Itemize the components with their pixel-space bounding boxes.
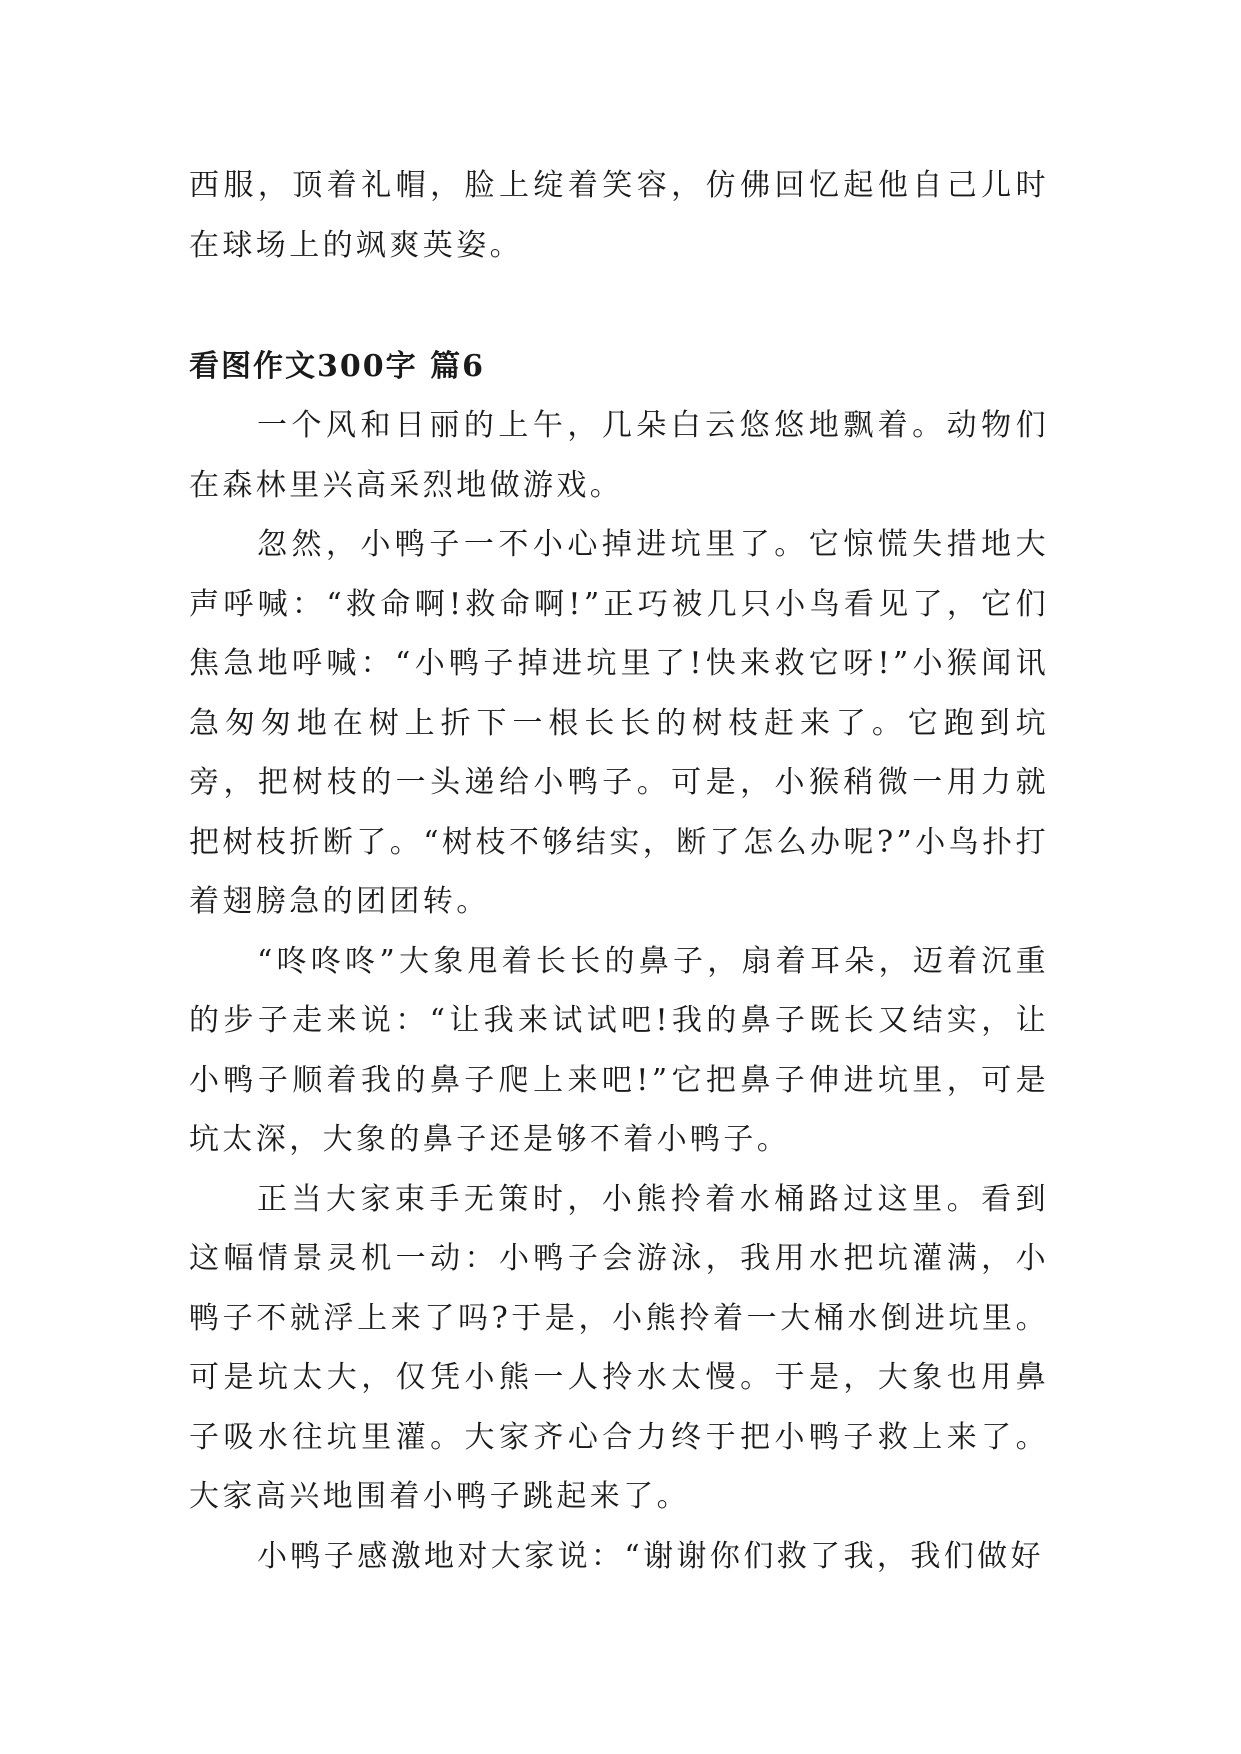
essay-paragraph: 正当大家束手无策时，小熊拎着水桶路过这里。看到这幅情景灵机一动：小鸭子会游泳，我用水把坑灌满，小鸭子不就浮上来了吗?于是，小熊拎着一大桶水倒进坑里。可是坑太大，仅凭小熊一人拎水太慢。于是，大象也用鼻子吸水往坑里灌。大家齐心合力终于把小鸭子救上来了。大家高兴地围着小鸭子跳起来了。 [189,1181,1049,1514]
essay-body [189,396,1049,1586]
essay-paragraph: 小鸭子感激地对大家说：“谢谢你们救了我，我们做好 [257,1538,1044,1574]
section-title: 看图作文300字 篇6 [189,349,485,384]
essay-paragraph: “咚咚咚”大象甩着长长的鼻子，扇着耳朵，迈着沉重的步子走来说：“让我来试试吧!我的鼻子既长又结实，让小鸭子顺着我的鼻子爬上来吧!”它把鼻子伸进坑里，可是坑太深，大象的鼻子还是够不着小鸭子。 [189,943,1049,1157]
continued-paragraph: 西服，顶着礼帽，脸上绽着笑容，仿佛回忆起他自己儿时在球场上的飒爽英姿。 [189,168,1049,263]
essay-paragraph: 一个风和日丽的上午，几朵白云悠悠地飘着。动物们在森林里兴高采烈地做游戏。 [189,408,1049,503]
essay-paragraph: 忽然，小鸭子一不小心掉进坑里了。它惊慌失措地大声呼喊：“救命啊!救命啊!”正巧被几只小鸟看见了，它们焦急地呼喊：“小鸭子掉进坑里了!快来救它呀!”小猴闻讯急匆匆地在树上折下一根长长的树枝赶来了。它跑到坑旁，把树枝的一头递给小鸭子。可是，小猴稍微一用力就把树枝折断了。“树枝不够结实，断了怎么办呢?”小鸟扑打着翅膀急的团团转。 [189,527,1049,919]
